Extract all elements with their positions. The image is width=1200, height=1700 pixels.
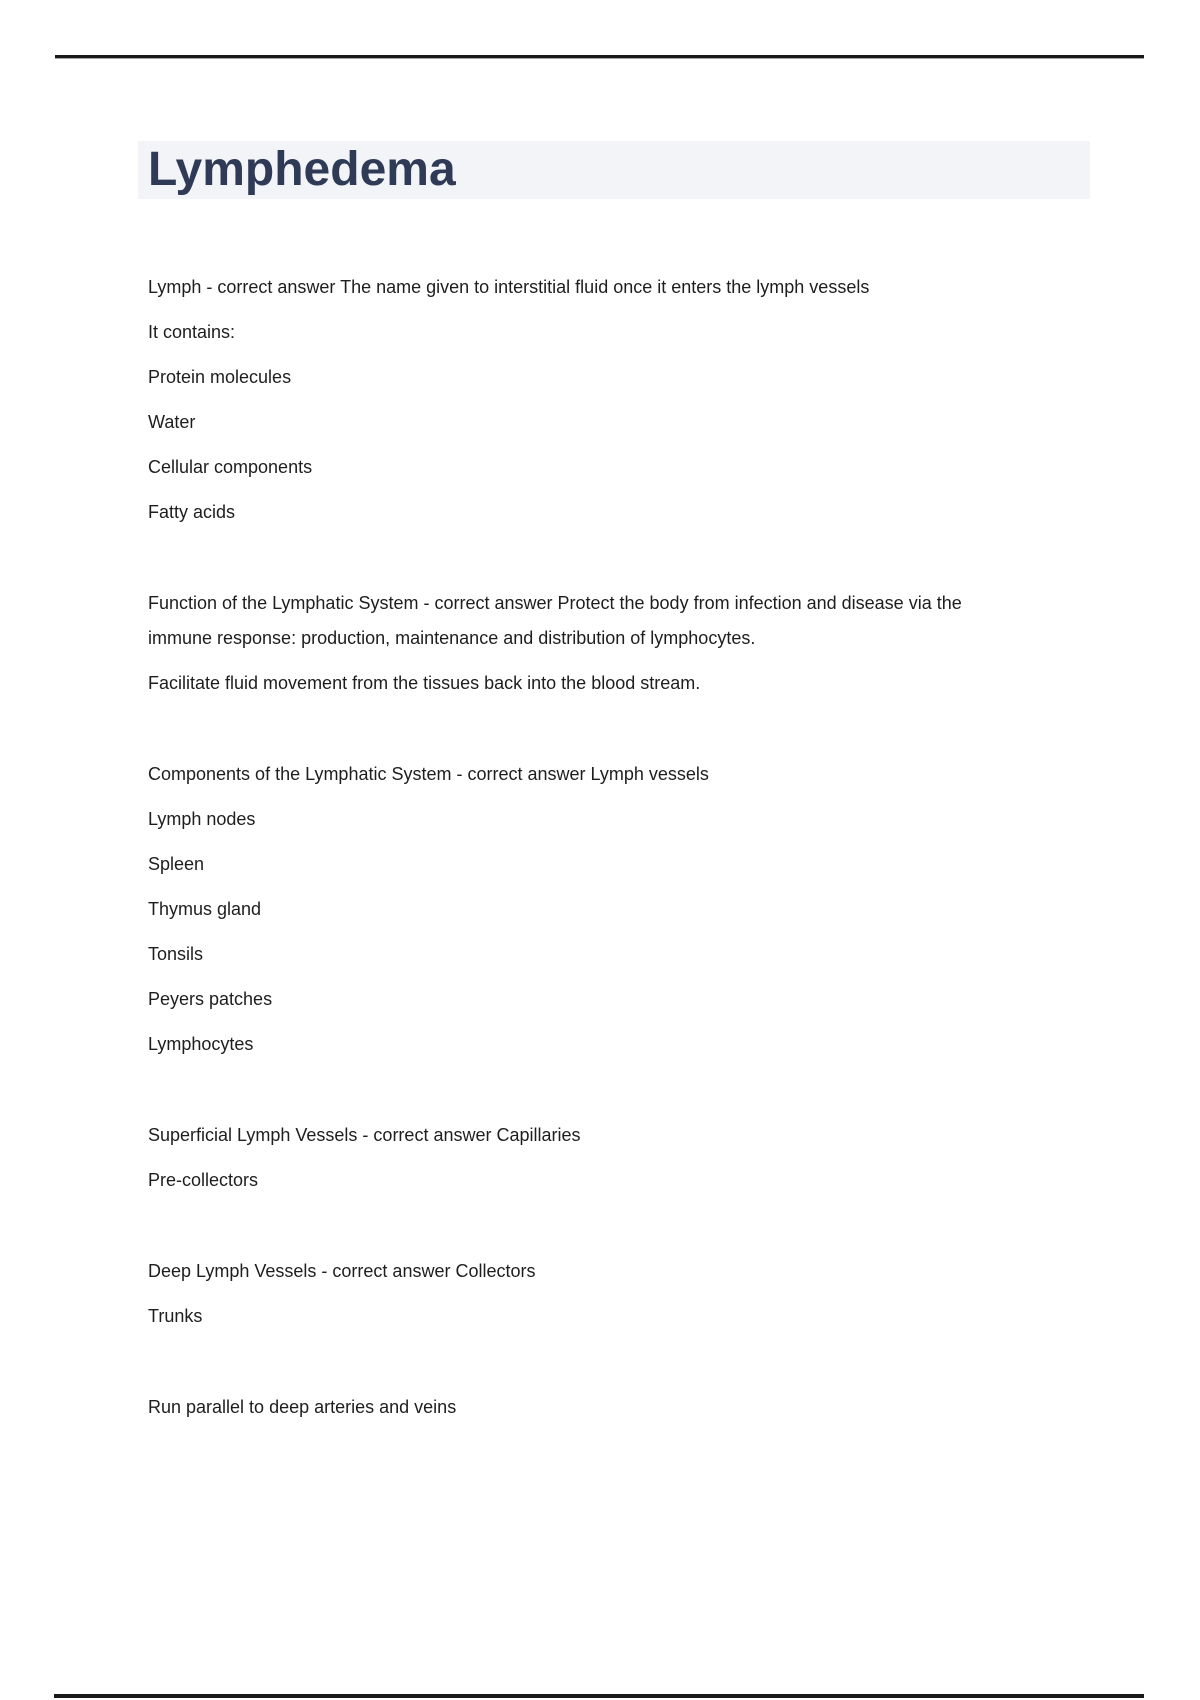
text-line: Spleen: [148, 854, 205, 874]
text-line: Deep Lymph Vessels - correct answer Collectors: [148, 1261, 536, 1281]
text-line: Thymus gland: [148, 899, 262, 919]
document-body: [148, 270, 1148, 1425]
text-line: Fatty acids: [148, 502, 236, 522]
text-line: Superficial Lymph Vessels - correct answer Capillaries: [148, 1125, 581, 1145]
text-line: Pre-collectors: [148, 1170, 259, 1190]
title-highlight-bar: [138, 141, 1090, 199]
text-line: Run parallel to deep arteries and veins: [148, 1397, 457, 1417]
text-line: Lymphocytes: [148, 1034, 254, 1054]
text-line: Components of the Lymphatic System - correct answer Lymph vessels: [148, 764, 709, 784]
text-line: Tonsils: [148, 944, 204, 964]
bottom-rule: [54, 1694, 1144, 1698]
text-line: Facilitate fluid movement from the tissues back into the blood stream.: [148, 673, 701, 693]
text-line: Lymph - correct answer The name given to interstitial fluid once it enters the lymph vessels: [148, 277, 870, 297]
text-line: Peyers patches: [148, 989, 273, 1009]
text-line: It contains:: [148, 322, 236, 342]
top-rule: [55, 55, 1144, 58]
text-line: Protein molecules: [148, 367, 292, 387]
text-line: Trunks: [148, 1306, 203, 1326]
text-line: immune response: production, maintenance and distribution of lymphocytes.: [148, 628, 756, 648]
text-line: Lymph nodes: [148, 809, 256, 829]
text-line: Cellular components: [148, 457, 313, 477]
text-line: Water: [148, 412, 196, 432]
text-line: Function of the Lymphatic System - correct answer Protect the body from infection and disease via the: [148, 593, 962, 613]
page-title: Lymphedema: [148, 143, 456, 196]
